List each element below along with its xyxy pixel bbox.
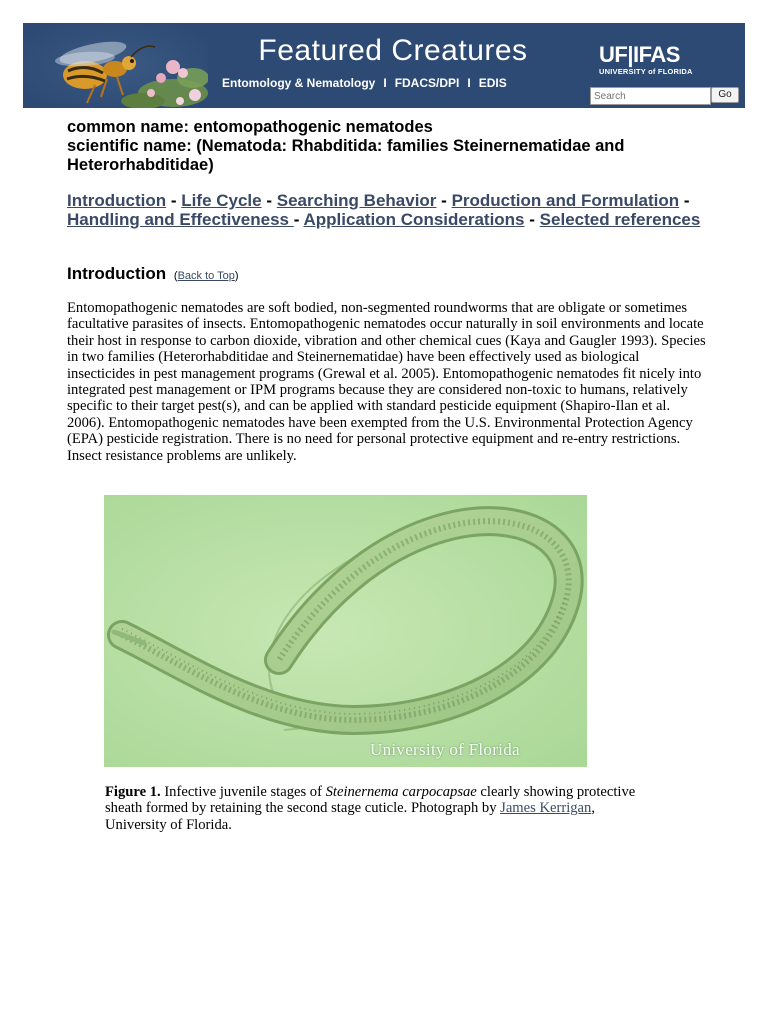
back-to-top: (Back to Top) [173,270,239,282]
nematode-photo [104,495,587,767]
uf-ifas-logo[interactable] [599,43,693,76]
figure-caption [105,784,645,833]
nav-fdacs-dpi[interactable]: FDACS/DPI [394,76,460,90]
nav-separator: I [467,76,471,90]
introduction-heading [67,264,239,284]
search-input[interactable] [590,87,711,105]
section-title: Introduction [67,264,167,283]
figure-label: Figure 1. [105,784,161,800]
photo-watermark: University of Florida [370,740,520,759]
toc-link-searching-behavior[interactable]: Searching Behavior [276,191,437,210]
nav-separator: I [383,76,387,90]
banner-nav [222,76,507,90]
toc-separator: - [266,191,273,210]
caption-text: , University of Florida. [105,800,595,833]
uf-ifas-logo-subtitle: UNIVERSITY of FLORIDA [599,67,693,76]
photographer-link[interactable]: James Kerrigan [500,800,592,817]
toc-separator: - [293,210,300,229]
wasp-on-flowers-image [23,23,208,108]
site-title: Featured Creatures [258,34,528,67]
species-names [67,118,707,175]
toc-link-production-formulation[interactable]: Production and Formulation [451,191,680,210]
species-name: Steinernema carpocapsae [325,784,477,800]
site-banner [23,23,745,108]
caption-text: clearly showing protective sheath formed by retaining the second stage cuticle. Photograph by [105,784,636,817]
toc-separator: - [441,191,447,210]
table-of-contents [67,191,707,229]
nav-edis[interactable]: EDIS [478,76,507,90]
toc-link-introduction[interactable]: Introduction [67,191,167,210]
toc-link-life-cycle[interactable]: Life Cycle [181,191,262,210]
toc-separator: - [683,191,690,210]
uf-ifas-logo-mark: UF|IFAS [599,42,680,67]
caption-text: Infective juvenile stages of [160,784,326,800]
toc-link-handling-effectiveness[interactable]: Handling and Effectiveness [67,210,294,229]
toc-separator: - [529,210,535,229]
back-to-top-link[interactable]: Back to Top [177,270,235,282]
introduction-paragraph: Entomopathogenic nematodes are soft bodied, non-segmented roundworms that are obligate or sometimes facultative parasites of insects. Entomopathogenic nematodes occur naturally in soil environments and locate their host in response to carbon dioxide, vibration and other chemical cues (Kaya and Gaugler 1993). Species in two families (Heterorhabditidae and Steinernematidae) have been effectively used as biological insecticides in pest management programs (Grewal et al. 2005). Entomopathogenic nematodes fit nicely into integrated pest management or IPM programs because they are considered non-toxic to humans, relatively specific to their target pest(s), and can be applied with standard pesticide equipment (Shapiro-Ilan et al. 2006). Entomopathogenic nematodes have been exempted from the U.S. Environmental Protection Agency (EPA) pesticide registration. There is no need for personal protective equipment and re-entry restrictions. Insect resistance problems are unlikely. [67,300,706,464]
toc-separator: - [170,191,177,210]
scientific-name: scientific name: (Nematoda: Rhabditida: families Steinernematidae and Heterorhabditidae) [67,137,625,174]
search-go-button[interactable]: Go [711,87,739,103]
toc-link-selected-references[interactable]: Selected references [539,210,701,229]
nav-entomology-nematology[interactable]: Entomology & Nematology [222,76,376,90]
toc-link-application-considerations[interactable]: Application Considerations [303,210,525,229]
common-name: common name: entomopathogenic nematodes [67,118,433,136]
